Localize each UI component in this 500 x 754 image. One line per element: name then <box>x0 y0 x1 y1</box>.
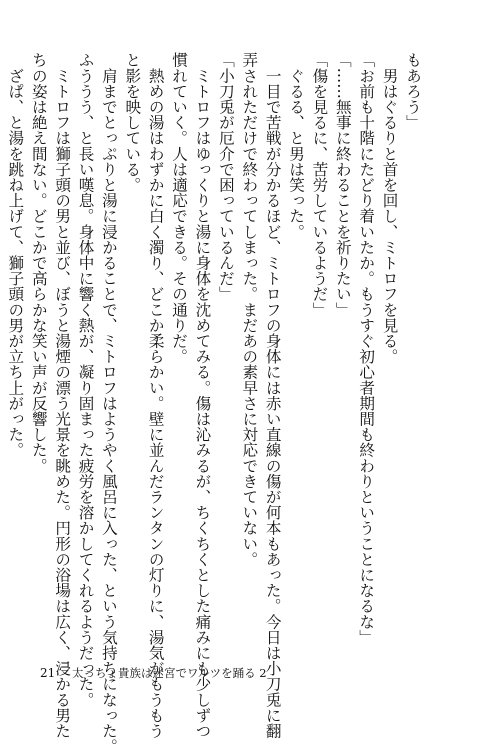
text-line: と影を映している。 <box>123 52 142 193</box>
text-line: 男はぐるりと首を回し、ミトロフを見る。 <box>380 52 399 364</box>
text-line: 「傷を見るに、苦労しているようだ」 <box>310 52 329 318</box>
page-number: 21 <box>40 666 56 680</box>
text-line: ぐるる、と男は笑った。 <box>287 52 306 240</box>
text-line: 肩までとっぷりと湯に浸かることで、ミトロフはようやく風呂に入った、という気持ちになった。 <box>99 52 118 754</box>
text-line: もあろう」 <box>404 52 422 130</box>
text-line: ふううう、と長い嘆息。身体中に響く熱が、凝り固まった疲労を溶かしてくれるようだった。 <box>76 52 95 708</box>
text-line: 熱めの湯はわずかに白く濁り、どこか柔らかい。壁に並んだランタンの灯りに、湯気がもうもう <box>146 52 165 739</box>
text-line: ミトロフは獅子頭の男と並び、ぼうと湯煙の漂う光景を眺めた。円形の浴場は広く、浸かる男た <box>53 52 72 739</box>
book-title: 太っちょ貴族は迷宮でワルツを踊る 2 <box>72 666 267 680</box>
text-line: 慣れていく。人は適応できる。その通りだ。 <box>170 52 189 364</box>
text-line: 「お前も十階にたどり着いたか。もうすぐ初心者期間も終わりということになるな」 <box>357 52 376 645</box>
text-line: 一目で苦戦が分かるほど、ミトロフの身体には赤い直線の傷が何本もあった。今日は小刀兎に翻 <box>263 52 282 739</box>
text-line: ミトロフはゆっくりと湯に身体を沈めてみる。傷は沁みるが、ちくちくとした痛みにも少しずつ <box>193 52 212 739</box>
page-footer <box>40 665 267 681</box>
text-line: ちの姿は絶え間ない。どこかで高らかな笑い声が反響した。 <box>29 52 48 474</box>
text-line: 弄されただけで終わってしまった。まだあの素早さに対応できていない。 <box>240 52 259 567</box>
text-line: 「小刀兎が厄介で困っているんだ」 <box>216 52 235 302</box>
text-line: 「……無事に終わることを祈りたい」 <box>333 52 352 318</box>
text-line: ざぱ、と湯を跳ね上げて、獅子頭の男が立ち上がった。 <box>6 52 25 458</box>
